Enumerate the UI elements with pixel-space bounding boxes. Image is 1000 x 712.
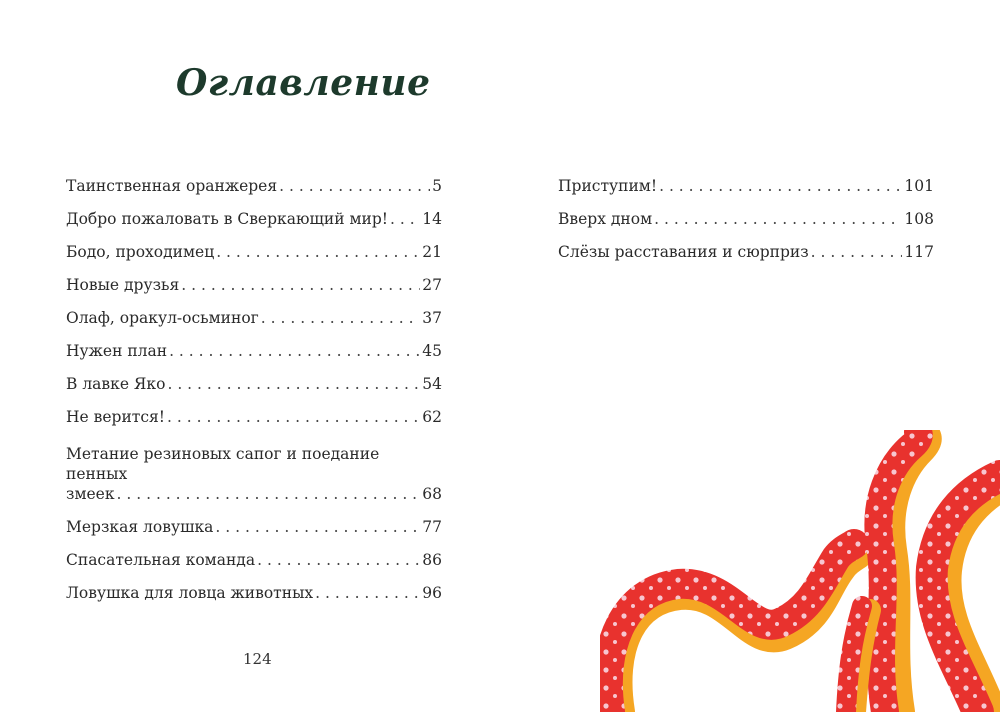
toc-entry-title: Бодо, проходимец: [66, 243, 215, 261]
toc-entry-title: Нужен план: [66, 342, 168, 360]
toc-entry[interactable]: [66, 550, 442, 570]
toc-entry[interactable]: [66, 341, 442, 361]
toc-leader-dots: [169, 341, 420, 361]
toc-entry-page: 77: [422, 518, 442, 536]
toc-entry[interactable]: [66, 583, 442, 603]
toc-entry-page: 101: [904, 177, 934, 195]
toc-entry-title-line2: змеек: [66, 485, 115, 503]
toc-entry[interactable]: [558, 209, 934, 229]
toc-entry[interactable]: [66, 242, 442, 262]
toc-entry[interactable]: [558, 242, 934, 262]
toc-entry-title: Не верится!: [66, 408, 166, 426]
toc-leader-dots: [167, 407, 420, 427]
toc-entry-title: Таинственная оранжерея: [66, 177, 278, 195]
toc-entry-page: 37: [422, 309, 442, 327]
toc-entry-title: В лавке Яко: [66, 375, 166, 393]
page-number: 124: [243, 650, 272, 668]
toc-entry[interactable]: [66, 308, 442, 328]
toc-entry-page: 54: [422, 375, 442, 393]
toc-leader-dots: [216, 242, 420, 262]
toc-entry-page: 117: [904, 243, 934, 261]
toc-entry-page: 5: [432, 177, 442, 195]
toc-entry-title: Приступим!: [558, 177, 658, 195]
toc-entry-title: Спасательная команда: [66, 551, 256, 569]
toc-entry-title: Новые друзья: [66, 276, 180, 294]
toc-leader-dots: [659, 176, 902, 196]
toc-entry-title: Вверх дном: [558, 210, 653, 228]
octopus-tentacles-illustration: [600, 430, 1000, 712]
page-title: Оглавление: [176, 62, 431, 104]
toc-entry-page: 27: [422, 276, 442, 294]
toc-leader-dots: [315, 583, 420, 603]
toc-entry-page: 45: [422, 342, 442, 360]
toc-entry-page: 86: [422, 551, 442, 569]
toc-entry-page: 21: [422, 243, 442, 261]
toc-entry-page: 62: [422, 408, 442, 426]
toc-leader-dots: [390, 209, 420, 229]
toc-entry[interactable]: [66, 407, 442, 427]
toc-leader-dots: [261, 308, 420, 328]
toc-leader-dots: [654, 209, 902, 229]
toc-entry-page: 68: [422, 485, 442, 503]
toc-leader-dots: [257, 550, 420, 570]
toc-entry[interactable]: [66, 517, 442, 537]
toc-entry-title-line1: Метание резиновых сапог и поедание пенных: [66, 445, 380, 483]
toc-leader-dots: [811, 242, 903, 262]
toc-entry[interactable]: [66, 444, 442, 504]
toc-entry-page: 96: [422, 584, 442, 602]
toc-entry[interactable]: [66, 176, 442, 196]
toc-entry-page: 14: [422, 210, 442, 228]
toc-leader-dots: [215, 517, 420, 537]
toc-entry[interactable]: [66, 374, 442, 394]
toc-left-column: [66, 176, 442, 616]
toc-leader-dots: [167, 374, 420, 394]
toc-leader-dots: [279, 176, 430, 196]
toc-entry-title: Добро пожаловать в Сверкающий мир!: [66, 210, 388, 228]
toc-right-column: [558, 176, 934, 275]
toc-entry-title: Олаф, оракул-осьминог: [66, 309, 259, 327]
toc-entry[interactable]: [66, 209, 442, 229]
toc-entry[interactable]: [66, 275, 442, 295]
toc-entry[interactable]: [558, 176, 934, 196]
toc-leader-dots: [117, 484, 421, 504]
toc-entry-title: Мерзкая ловушка: [66, 518, 214, 536]
toc-entry-title: Слёзы расставания и сюрприз: [558, 243, 809, 261]
toc-leader-dots: [181, 275, 420, 295]
toc-entry-page: 108: [904, 210, 934, 228]
toc-entry-title: Ловушка для ловца животных: [66, 584, 314, 602]
